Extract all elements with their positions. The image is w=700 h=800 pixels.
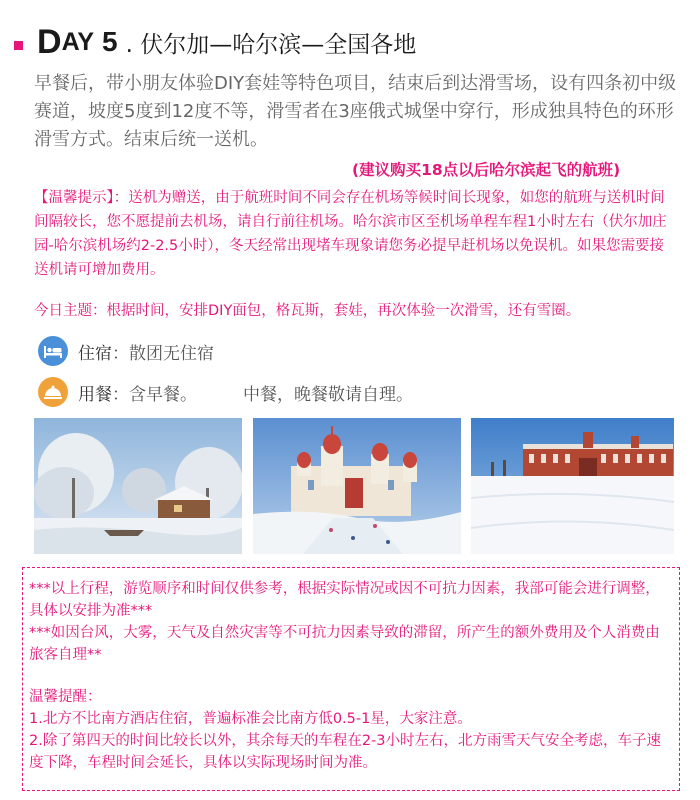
route-title: . 伏尔加—哈尔滨—全国各地	[125, 31, 417, 58]
reminder-title: 温馨提醒：	[29, 689, 102, 705]
meal-label: 用餐	[78, 384, 112, 405]
day-rest: AY	[61, 27, 94, 56]
meal-value-other: 中餐，晚餐敬请自理。	[243, 384, 413, 405]
pink-square-bullet	[14, 41, 23, 50]
bed-icon	[38, 336, 68, 366]
meal-row	[38, 377, 413, 407]
warm-tips	[34, 186, 674, 282]
stay-value: ：散团无住宿	[112, 343, 214, 364]
notice-box	[22, 567, 680, 791]
russian-castle-ski-slope-photo	[253, 418, 461, 554]
notice-line-1: ***以上行程，游览顺序和时间仅供参考，根据实际情况或因不可抗力因素，我部可能会进行调整，具体以安排为准***	[29, 581, 660, 619]
stay-row	[38, 336, 214, 366]
reminder-item-1: 1.北方不比南方酒店住宿，普遍标准会比南方低0.5-1星，大家注意。	[29, 711, 472, 727]
stay-label: 住宿	[78, 343, 112, 364]
flight-recommendation: (建议购买18点以后哈尔滨起飞的航班)	[352, 161, 621, 179]
itinerary-intro: 早餐后，带小朋友体验DIY套娃等特色项目，结束后到达滑雪场，设有四条初中级赛道，坡度5度到12度不等，滑雪者在3座俄式城堡中穿行，形成独具特色的环形滑雪方式。结束后统一送机。	[34, 73, 677, 150]
day-header	[14, 22, 416, 62]
day-initial: D	[37, 22, 62, 61]
reminder-item-2: 2.除了第四天的时间比较长以外，其余每天的车程在2-3小时左右，北方雨雪天气安全考虑，车子速度下降，车程时间会延长，具体以实际现场时间为准。	[29, 733, 662, 771]
snowy-lakeside-cabin-photo	[34, 418, 242, 554]
tips-heading: 【温馨提示】	[34, 190, 114, 206]
red-palace-snowfield-photo	[471, 418, 674, 554]
day-number: 5	[102, 26, 118, 57]
tips-body: ：送机为赠送，由于航班时间不同会存在机场等候时间长现象，如您的航班与送机时间间隔较长，您不愿提前去机场，请自行前往机场。哈尔滨市区至机场单程车程1小时左右（伏尔加庄园-哈尔滨机场约2-2.5小时），冬天经常出现堵车现象请您务必提早赶机场以免误机。如果您需要接送机请可增加费用。	[34, 190, 667, 278]
meal-icon	[38, 377, 68, 407]
today-theme: 今日主题：根据时间，安排DIY面包，格瓦斯，套娃，再次体验一次滑雪，还有雪圈。	[34, 303, 581, 319]
meal-value-breakfast: ：含早餐。	[112, 384, 197, 405]
notice-line-2: ***如因台风，大雾，天气及自然灾害等不可抗力因素导致的滞留，所产生的额外费用及个人消费由旅客自理**	[29, 625, 660, 663]
photo-strip	[34, 418, 674, 554]
